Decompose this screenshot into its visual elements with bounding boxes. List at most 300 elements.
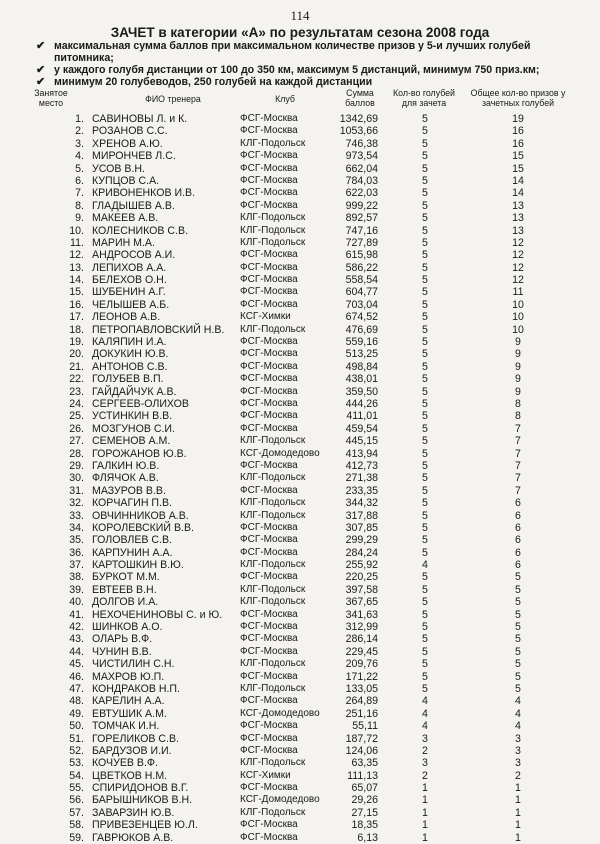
place-cell: 35. [69,534,84,547]
name-cell: КОЧУЕВ В.Ф. [92,757,158,770]
score-cell: 476,69 [345,323,378,336]
score-cell: 397,58 [345,583,378,596]
pigeons-cell: 1 [422,819,428,832]
score-cell: 63,35 [351,757,378,770]
prizes-cell: 5 [515,658,521,671]
place-cell: 34. [69,521,84,534]
prizes-cell: 1 [515,794,521,807]
place-cell: 30. [69,472,84,485]
name-cell: КОНДРАКОВ Н.П. [92,682,180,695]
name-cell: ДОЛГОВ И.А. [92,596,159,609]
club-cell: КЛГ-Подольск [240,435,306,447]
table-row [0,584,600,596]
club-cell: ФСГ-Москва [240,645,298,657]
prizes-cell: 8 [515,397,521,410]
prizes-cell: 10 [512,311,524,324]
name-cell: ЧИСТИЛИН С.Н. [92,658,175,671]
score-cell: 341,63 [345,608,378,621]
score-cell: 674,52 [345,311,378,324]
score-cell: 1053,66 [339,125,378,138]
prizes-cell: 14 [512,174,524,187]
name-cell: ФЛЯЧОК А.В. [92,472,159,485]
pigeons-cell: 5 [422,546,428,559]
club-cell: КСГ-Химки [240,311,291,323]
prizes-cell: 16 [512,125,524,138]
place-cell: 52. [69,744,84,757]
prizes-cell: 1 [515,819,521,832]
score-cell: 229,45 [345,645,378,658]
table-row [0,361,600,373]
table-row [0,237,600,249]
pigeons-cell: 5 [422,422,428,435]
place-cell: 20. [69,348,84,361]
table-row [0,807,600,819]
condition-item [36,40,576,52]
place-cell: 42. [69,621,84,634]
club-cell: ФСГ-Москва [240,546,298,558]
pigeons-cell: 5 [422,199,428,212]
table-row [0,671,600,683]
club-cell: ФСГ-Москва [240,348,298,360]
score-cell: 307,85 [345,521,378,534]
prizes-cell: 16 [512,137,524,150]
header-prizes-line1: Общее кол-во призов у [470,88,566,98]
prizes-cell: 7 [515,422,521,435]
place-cell: 43. [69,633,84,646]
club-cell: ФСГ-Москва [240,286,298,298]
name-cell: ЗАВАРЗИН Ю.В. [92,806,175,819]
score-cell: 892,57 [345,212,378,225]
club-cell: ФСГ-Москва [240,298,298,310]
place-cell: 50. [69,720,84,733]
table-row [0,757,600,769]
pigeons-cell: 5 [422,645,428,658]
table-row [0,423,600,435]
place-cell: 4. [75,150,84,163]
pigeons-cell: 3 [422,757,428,770]
score-cell: 999,22 [345,199,378,212]
score-cell: 359,50 [345,385,378,398]
prizes-cell: 13 [512,199,524,212]
score-cell: 251,16 [345,707,378,720]
place-cell: 9. [75,212,84,225]
place-cell: 28. [69,447,84,460]
place-cell: 7. [75,187,84,200]
table-row [0,485,600,497]
name-cell: МАКЕЕВ А.В. [92,212,159,225]
score-cell: 513,25 [345,348,378,361]
place-cell: 44. [69,645,84,658]
name-cell: ЛЕПИХОВ А.А. [92,261,167,274]
place-cell: 41. [69,608,84,621]
header-name: ФИО тренера [145,94,201,104]
name-cell: ГОРЕЛИКОВ С.В. [92,732,179,745]
checkmark-icon: ✔ [36,40,46,52]
club-cell: ФСГ-Москва [240,819,298,831]
place-cell: 48. [69,695,84,708]
name-cell: КУПЦОВ С.А. [92,174,160,187]
score-cell: 558,54 [345,274,378,287]
place-cell: 37. [69,559,84,572]
table-row [0,745,600,757]
club-cell: КСГ-Домодедово [240,794,320,806]
pigeons-cell: 1 [422,806,428,819]
pigeons-cell: 5 [422,336,428,349]
name-cell: МОЗГУНОВ С.И. [92,422,175,435]
score-cell: 622,03 [345,187,378,200]
header-score-line2: баллов [345,98,375,108]
score-cell: 604,77 [345,286,378,299]
prizes-cell: 1 [515,782,521,795]
club-cell: ФСГ-Москва [240,534,298,546]
name-cell: ШУБЕНИН А.Г. [92,286,166,299]
prizes-cell: 4 [515,695,521,708]
club-cell: КЛГ-Подольск [240,472,306,484]
club-cell: ФСГ-Москва [240,720,298,732]
pigeons-cell: 5 [422,583,428,596]
pigeons-cell: 2 [422,769,428,782]
pigeons-cell: 5 [422,150,428,163]
pigeons-cell: 5 [422,174,428,187]
table-row [0,200,600,212]
checkmark-icon: ✔ [36,64,46,76]
condition-text: минимум 20 голубеводов, 250 голубей на каждой дистанции [54,76,373,88]
score-cell: 284,24 [345,546,378,559]
score-cell: 27,15 [351,806,378,819]
place-cell: 46. [69,670,84,683]
place-cell: 17. [69,311,84,324]
place-cell: 22. [69,373,84,386]
name-cell: УСТИНКИН В.В. [92,410,173,423]
name-cell: АНДРОСОВ А.И. [92,249,176,262]
score-cell: 317,88 [345,509,378,522]
checkmark-icon: ✔ [36,76,46,88]
table-row [0,609,600,621]
pigeons-cell: 4 [422,695,428,708]
place-cell: 3. [75,137,84,150]
prizes-cell: 12 [512,249,524,262]
prizes-cell: 6 [515,559,521,572]
club-cell: ФСГ-Москва [240,633,298,645]
pigeons-cell: 5 [422,410,428,423]
score-cell: 233,35 [345,484,378,497]
name-cell: БАРДУЗОВ И.И. [92,744,172,757]
score-cell: 187,72 [345,732,378,745]
pigeons-cell: 5 [422,472,428,485]
prizes-cell: 6 [515,546,521,559]
score-cell: 286,14 [345,633,378,646]
name-cell: КОРЧАГИН П.В. [92,497,172,510]
pigeons-cell: 5 [422,521,428,534]
club-cell: КСГ-Домодедово [240,447,320,459]
pigeons-cell: 4 [422,559,428,572]
prizes-cell: 5 [515,608,521,621]
club-cell: КЛГ-Подольск [240,497,306,509]
name-cell: ЕВТУШИК А.М. [92,707,167,720]
place-cell: 36. [69,546,84,559]
prizes-cell: 4 [515,707,521,720]
score-cell: 312,99 [345,621,378,634]
table-row [0,460,600,472]
table-row [0,522,600,534]
pigeons-cell: 5 [422,286,428,299]
prizes-cell: 11 [512,286,524,299]
pigeons-cell: 5 [422,571,428,584]
prizes-cell: 3 [515,744,521,757]
table-row [0,187,600,199]
club-cell: КСГ-Домодедово [240,707,320,719]
prizes-cell: 1 [515,831,521,844]
pigeons-cell: 1 [422,782,428,795]
place-cell: 31. [69,484,84,497]
place-cell: 58. [69,819,84,832]
prizes-cell: 19 [512,113,524,125]
prizes-cell: 12 [512,261,524,274]
club-cell: КЛГ-Подольск [240,509,306,521]
header-place-line1: Занятое [34,88,68,98]
club-cell: ФСГ-Москва [240,249,298,261]
prizes-cell: 5 [515,633,521,646]
header-prizes [458,88,578,108]
club-cell: ФСГ-Москва [240,174,298,186]
prizes-cell: 13 [512,224,524,237]
conditions-list [36,40,576,88]
pigeons-cell: 5 [422,633,428,646]
score-cell: 55,11 [352,720,378,733]
prizes-cell: 3 [515,757,521,770]
score-cell: 784,03 [345,174,378,187]
header-place [26,88,76,108]
name-cell: КОЛЕСНИКОВ С.В. [92,224,189,237]
name-cell: КОРОЛЕВСКИЙ В.В. [92,521,194,534]
club-cell: КСГ-Химки [240,769,291,781]
place-cell: 11. [70,236,84,249]
score-cell: 271,38 [345,472,378,485]
prizes-cell: 5 [515,583,521,596]
condition-text: у каждого голубя дистанции от 100 до 350 км, максимум 5 дистанций, минимум 750 приз.км; [54,64,540,76]
place-cell: 29. [69,459,84,472]
prizes-cell: 12 [512,236,524,249]
score-cell: 220,25 [345,571,378,584]
club-cell: ФСГ-Москва [240,732,298,744]
club-cell: ФСГ-Москва [240,150,298,162]
place-cell: 2. [75,125,84,138]
club-cell: КЛГ-Подольск [240,806,306,818]
club-cell: КЛГ-Подольск [240,559,306,571]
prizes-cell: 8 [515,410,521,423]
name-cell: ОЛАРЬ В.Ф. [92,633,153,646]
club-cell: ФСГ-Москва [240,360,298,372]
score-cell: 29,26 [351,794,378,807]
score-cell: 111,13 [347,769,378,782]
score-cell: 255,92 [345,559,378,572]
place-cell: 19. [69,336,84,349]
place-cell: 55. [69,782,84,795]
table-row [0,448,600,460]
pigeons-cell: 5 [422,212,428,225]
club-cell: ФСГ-Москва [240,782,298,794]
place-cell: 12. [69,249,84,262]
header-score [335,88,385,108]
prizes-cell: 12 [512,274,524,287]
table-row [0,720,600,732]
score-cell: 438,01 [345,373,378,386]
club-cell: ФСГ-Москва [240,608,298,620]
prizes-cell: 10 [512,323,524,336]
results-table [0,113,600,844]
pigeons-cell: 5 [422,261,428,274]
pigeons-cell: 5 [422,484,428,497]
place-cell: 47. [69,682,84,695]
prizes-cell: 9 [515,360,521,373]
table-row [0,832,600,844]
table-row [0,733,600,745]
condition-item [36,52,576,64]
score-cell: 703,04 [345,298,378,311]
place-cell: 38. [69,571,84,584]
club-cell: ФСГ-Москва [240,336,298,348]
score-cell: 727,89 [345,236,378,249]
pigeons-cell: 5 [422,187,428,200]
place-cell: 21. [69,360,84,373]
place-cell: 45. [69,658,84,671]
club-cell: ФСГ-Москва [240,410,298,422]
club-cell: ФСГ-Москва [240,373,298,385]
place-cell: 54. [69,769,84,782]
prizes-cell: 15 [512,162,524,175]
place-cell: 15. [69,286,84,299]
name-cell: ГАЙДАЙЧУК А.В. [92,385,177,398]
name-cell: КАРЕЛИН А.А. [92,695,165,708]
name-cell: ЦВЕТКОВ Н.М. [92,769,168,782]
table-row [0,163,600,175]
place-cell: 18. [69,323,84,336]
prizes-cell: 14 [512,187,524,200]
name-cell: УСОВ В.Н. [92,162,145,175]
table-row [0,125,600,137]
page-number: 114 [290,8,310,23]
table-row [0,770,600,782]
pigeons-cell: 5 [422,497,428,510]
club-cell: КЛГ-Подольск [240,212,306,224]
pigeons-cell: 5 [422,596,428,609]
prizes-cell: 7 [515,435,521,448]
club-cell: ФСГ-Москва [240,385,298,397]
place-cell: 5. [75,162,84,175]
club-cell: ФСГ-Москва [240,484,298,496]
score-cell: 412,73 [345,459,378,472]
club-cell: ФСГ-Москва [240,199,298,211]
club-cell: ФСГ-Москва [240,831,298,843]
pigeons-cell: 5 [422,360,428,373]
name-cell: МАХРОВ Ю.П. [92,670,165,683]
club-cell: КЛГ-Подольск [240,658,306,670]
table-row [0,472,600,484]
name-cell: ТОМЧАК И.Н. [92,720,160,733]
table-row [0,138,600,150]
place-cell: 1. [75,113,84,125]
place-cell: 57. [69,806,84,819]
score-cell: 662,04 [345,162,378,175]
name-cell: ЧУНИН В.В. [92,645,152,658]
header-pigeons-line1: Кол-во голубей [393,88,455,98]
club-cell: ФСГ-Москва [240,261,298,273]
name-cell: ЧЕЛЫШЕВ А.Б. [92,298,170,311]
club-cell: ФСГ-Москва [240,125,298,137]
condition-text: максимальная сумма баллов при максимальном количестве призов у 5-и лучших голубей [54,40,531,52]
pigeons-cell: 5 [422,274,428,287]
pigeons-cell: 5 [422,509,428,522]
score-cell: 746,38 [345,137,378,150]
prizes-cell: 9 [515,348,521,361]
condition-text: питомника; [54,52,114,64]
name-cell: ЛЕОНОВ А.В. [92,311,161,324]
prizes-cell: 9 [515,336,521,349]
pigeons-cell: 5 [422,534,428,547]
place-cell: 51. [69,732,84,745]
name-cell: КРИВОНЕНКОВ И.В. [92,187,196,200]
pigeons-cell: 5 [422,236,428,249]
table-row [0,633,600,645]
club-cell: КЛГ-Подольск [240,236,306,248]
place-cell: 27. [69,435,84,448]
place-cell: 14. [69,274,84,287]
club-cell: ФСГ-Москва [240,162,298,174]
prizes-cell: 13 [512,212,524,225]
name-cell: НЕХОЧЕНИНОВЫ С. и Ю. [92,608,223,621]
name-cell: БУРКОТ М.М. [92,571,160,584]
score-cell: 559,16 [345,336,378,349]
name-cell: КАЛЯПИН И.А. [92,336,167,349]
score-cell: 445,15 [345,435,378,448]
pigeons-cell: 1 [422,794,428,807]
place-cell: 53. [69,757,84,770]
pigeons-cell: 4 [422,707,428,720]
table-row [0,150,600,162]
prizes-cell: 7 [515,459,521,472]
table-row [0,225,600,237]
name-cell: ГАВРЮКОВ А.В. [92,831,174,844]
name-cell: ОВЧИННИКОВ А.В. [92,509,189,522]
prizes-cell: 6 [515,534,521,547]
place-cell: 49. [69,707,84,720]
table-row [0,819,600,831]
pigeons-cell: 5 [422,608,428,621]
name-cell: ХРЕНОВ А.Ю. [92,137,163,150]
table-row [0,708,600,720]
club-cell: КЛГ-Подольск [240,224,306,236]
pigeons-cell: 5 [422,670,428,683]
score-cell: 171,22 [345,670,378,683]
name-cell: АНТОНОВ С.В. [92,360,168,373]
table-row [0,571,600,583]
club-cell: ФСГ-Москва [240,459,298,471]
pigeons-cell: 5 [422,113,428,125]
place-cell: 26. [69,422,84,435]
table-row [0,386,600,398]
score-cell: 18,35 [351,819,378,832]
table-row [0,299,600,311]
table-row [0,410,600,422]
score-cell: 586,22 [345,261,378,274]
club-cell: КЛГ-Подольск [240,757,306,769]
table-row [0,695,600,707]
club-cell: ФСГ-Москва [240,695,298,707]
table-row [0,596,600,608]
prizes-cell: 6 [515,509,521,522]
pigeons-cell: 5 [422,249,428,262]
name-cell: САВИНОВЫ Л. и К. [92,113,188,125]
